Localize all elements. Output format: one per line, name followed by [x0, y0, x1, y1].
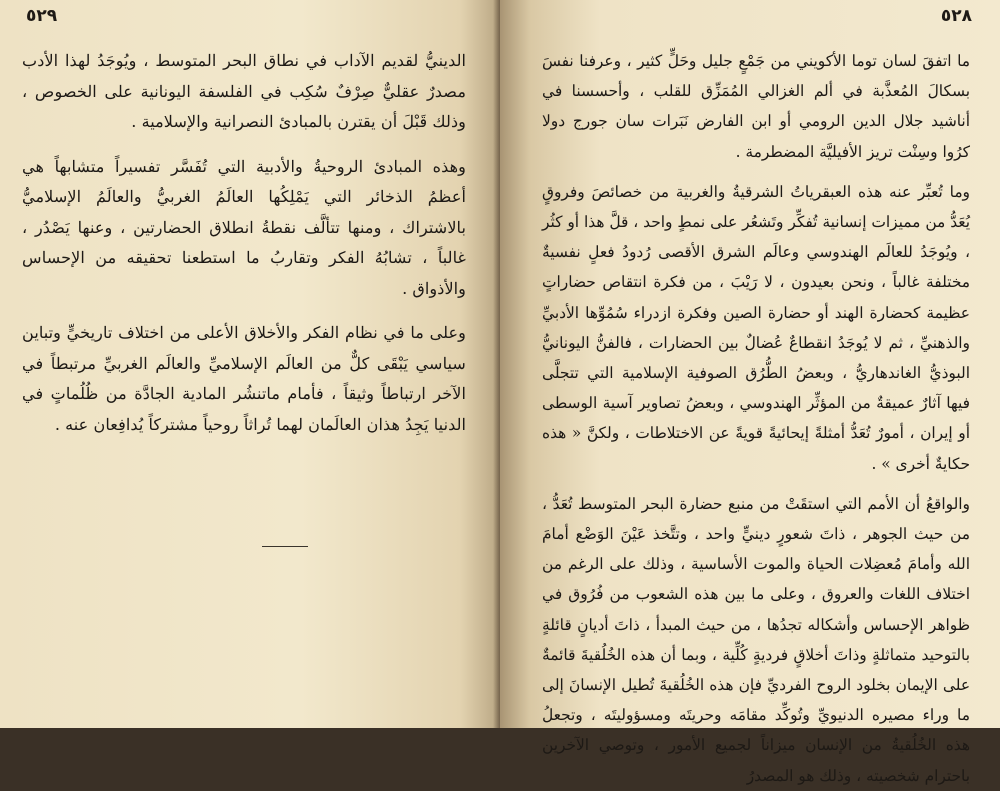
right-page-text — [542, 46, 970, 791]
left-paragraph-2: وهذه المبادئ الروحيةُ والأدبية التي تُفَسَّر تفسيراً متشابهاً هي أعظمُ الذخائر التي يَمْلِكُها العالَمُ الغربيُّ والعالَمُ الإسلاميُّ بالاشتراك ، ومنها تتألَّف نقطةُ انطلاق الحضارتين ، وعنها يَصْدُر ، غالباً ، تشابُهُ الفكر وتقاربُ ما استطعنا تحقيقه من الإحساس والأذواق . — [22, 156, 466, 298]
right-paragraph-3: والواقعُ أن الأمم التي استقَتْ من منبع حضارة البحر المتوسط تُعَدُّ ، من حيث الجوهر ، ذاتَ شعورٍ دينيٍّ واحد ، وتتَّخذ عَيْنَ الوَضْع أمامَ الله وأمامَ مُعضِلات الحياة والموت الأساسية ، وذلك على الرغم من اختلاف اللغات والعروق ، وعلى ما بين هذه الشعوب من فُرُوق في ظواهر الإحساس وأشكاله تجدُها ، من حيث المبدأ ، ذاتَ أديانٍ قائلةٍ بالتوحيد متماثلةٍ وذاتَ أخلاقٍ فرديةٍ كُلِّية ، وبما أن هذه الخُلُقيةَ قائمةٌ على الإيمان بخلود الروح الفرديِّ فإن هذه الخُلُقيةَ تُطيل الإنسانَ إلى ما وراء مصيره الدنيويِّ وتُوكِّد مقامَه وحريتَه ومسؤوليتَه ، وتجعلُ هذه الخُلُقيةُ من الإنسان ميزاناً لجميع الأمور ، وتوصي الآخرين باحترام شخصيته ، وذلك هو المصدرُ — [542, 494, 970, 785]
left-page-text — [22, 46, 466, 440]
section-end-rule — [262, 546, 308, 547]
left-paragraph-3: وعلى ما في نظام الفكر والأخلاق الأعلى من اختلاف تاريخيٍّ وتباين سياسي يَبْقَى كلٌّ من العالَم الإسلاميِّ والعالَم الغربيِّ مرتبطاً في الآخر ارتباطاً وثيقاً ، فأمام ماتنشُر المادية الجادَّة من ظُلُماتٍ في الدنيا يَجِدُ هذان العالَمان لهما تُراثاً روحياً مشتركاً يُدافِعان عنه . — [22, 323, 466, 434]
left-page — [0, 0, 500, 728]
left-paragraph-1: الدينيُّ لقديم الآداب في نطاق البحر المتوسط ، ويُوجَدُ لهذا الأدب مصدرٌ عقليٌّ صِرْفٌ سُكِب في الفلسفة اليونانية على الخصوص ، وذلك قَبْلَ أن يقترن بالمبادئ النصرانية والإسلامية . — [22, 51, 466, 131]
left-page-number: ٥٢٩ — [26, 6, 58, 26]
right-paragraph-1: ما اتفقَ لسان توما الأكويني من جَمْعٍ جليل وحَلٍّ كثير ، وعرفنا نفسَ بسكالَ المُعذَّبة في ألم الغزالي المُمَزِّق للقلب ، وأحسسنا في أناشيد جلال الدين الرومي أو ابن الفارض نَبَرات سان جورج دولا كرُوا وسِنْت تريز الأفيليَّة المضطرمة . — [542, 52, 970, 161]
right-page-number: ٥٢٨ — [940, 6, 972, 26]
right-paragraph-2: وما تُعبِّر عنه هذه العبقرياتُ الشرقيةُ والغربية من خصائصَ وفروقٍ يُعَدُّ من مميزات إنسانية تُفكِّر وتَشعُر على نمطٍ واحد ، قلَّ هذا أو كثُر ، ويُوجَدُ للعالَم الهندوسي وعالَم الشرق الأقصى رُدودُ فعلٍ نفسيةٌ مختلفة غالباً ، ونحن بعيدون ، لا رَيْبَ ، من فكرة انتقاص حضاراتٍ عظيمة كحضارة الهند أو حضارة الصين وفكرة ازدراء سُمُوِّها الأدبيِّ والذهنيِّ ، ثم لا يُوجَدُ انقطاعٌ عُضالٌ بين الحضارات ، فالفنُّ اليونانيُّ البوذيُّ الغاندهاريُّ ، وبعضُ الطُّرُق الصوفية الإسلامية التي تتجلَّى فيها آثارٌ عميقةٌ من المؤثِّر الهندوسي ، وبعضُ تصاوير آسية الوسطى أو إيران ، أمورٌ تُعَدُّ أمثلةً إيحائيةً قويةً عن الاختلاطات ، ولكنَّ « هذه حكايةٌ أخرى » . — [542, 182, 970, 473]
right-page — [500, 0, 1000, 785]
